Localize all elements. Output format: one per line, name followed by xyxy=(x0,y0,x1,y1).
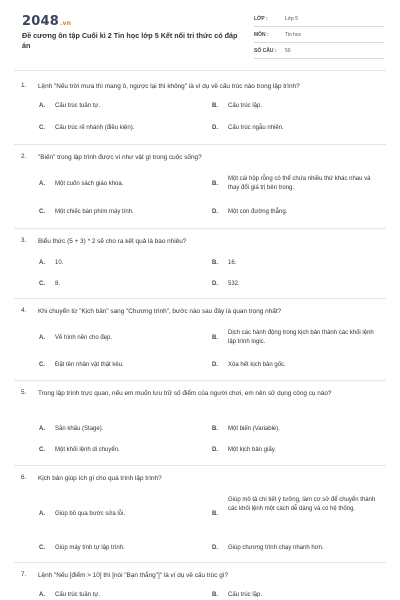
logo-suffix: .vn xyxy=(59,20,72,27)
question-divider xyxy=(14,465,386,466)
question-divider xyxy=(14,228,386,229)
question-text: Kịch bản giúp ích gì cho quá trình lập trình? xyxy=(38,475,162,482)
meta-subject xyxy=(254,27,384,43)
meta-key: LỚP : xyxy=(254,16,268,22)
meta-key: MÔN : xyxy=(254,32,269,38)
question-divider xyxy=(14,144,386,145)
question-number: 4. xyxy=(21,307,27,314)
question-text: Khi chuyển từ "Kịch bản" sang "Chương trình", bước nào sau đây là quan trọng nhất? xyxy=(38,308,282,315)
question-text: Biểu thức (5 + 3) * 2 sẽ cho ra kết quả là bao nhiêu? xyxy=(38,238,187,245)
question-number: 7. xyxy=(21,571,27,578)
question-number: 5. xyxy=(21,389,27,396)
meta-question-count xyxy=(254,43,384,59)
question-number: 1. xyxy=(21,82,27,89)
question-text: Lệnh "Nếu [điểm > 10] thì [nói "Bạn thắng"]" là ví dụ về cấu trúc gì? xyxy=(38,572,229,579)
question-divider xyxy=(14,380,386,381)
question-number: 2. xyxy=(21,153,27,160)
document-title: Đề cương ôn tập Cuối kì 2 Tin học lớp 5 Kết nối tri thức có đáp án xyxy=(22,31,238,50)
meta-value: Lớp 5 xyxy=(285,16,299,22)
question-text: "Biến" trong lập trình được ví như vật gì trong cuộc sống? xyxy=(38,154,202,161)
meta-value: 50 xyxy=(285,48,291,54)
question-divider xyxy=(14,562,386,563)
header-divider xyxy=(14,70,386,71)
page-header xyxy=(0,0,400,64)
question-text: Trong lập trình trực quan, nếu em muốn lưu trữ số điểm của người chơi, em nên sử dụng công cụ nào? xyxy=(38,390,332,397)
question-divider xyxy=(14,298,386,299)
meta-key: SỐ CÂU : xyxy=(254,48,277,54)
question-number: 3. xyxy=(21,237,27,244)
site-logo[interactable] xyxy=(22,14,71,29)
document-meta xyxy=(254,11,384,59)
meta-value: Tin học xyxy=(285,32,302,38)
logo-main: 2048 xyxy=(22,14,59,29)
question-number: 6. xyxy=(21,474,27,481)
meta-class xyxy=(254,11,384,27)
question-text: Lệnh "Nếu trời mưa thì mang ô, ngược lại thì không" là ví dụ về cấu trúc nào trong lập trình? xyxy=(38,83,300,90)
